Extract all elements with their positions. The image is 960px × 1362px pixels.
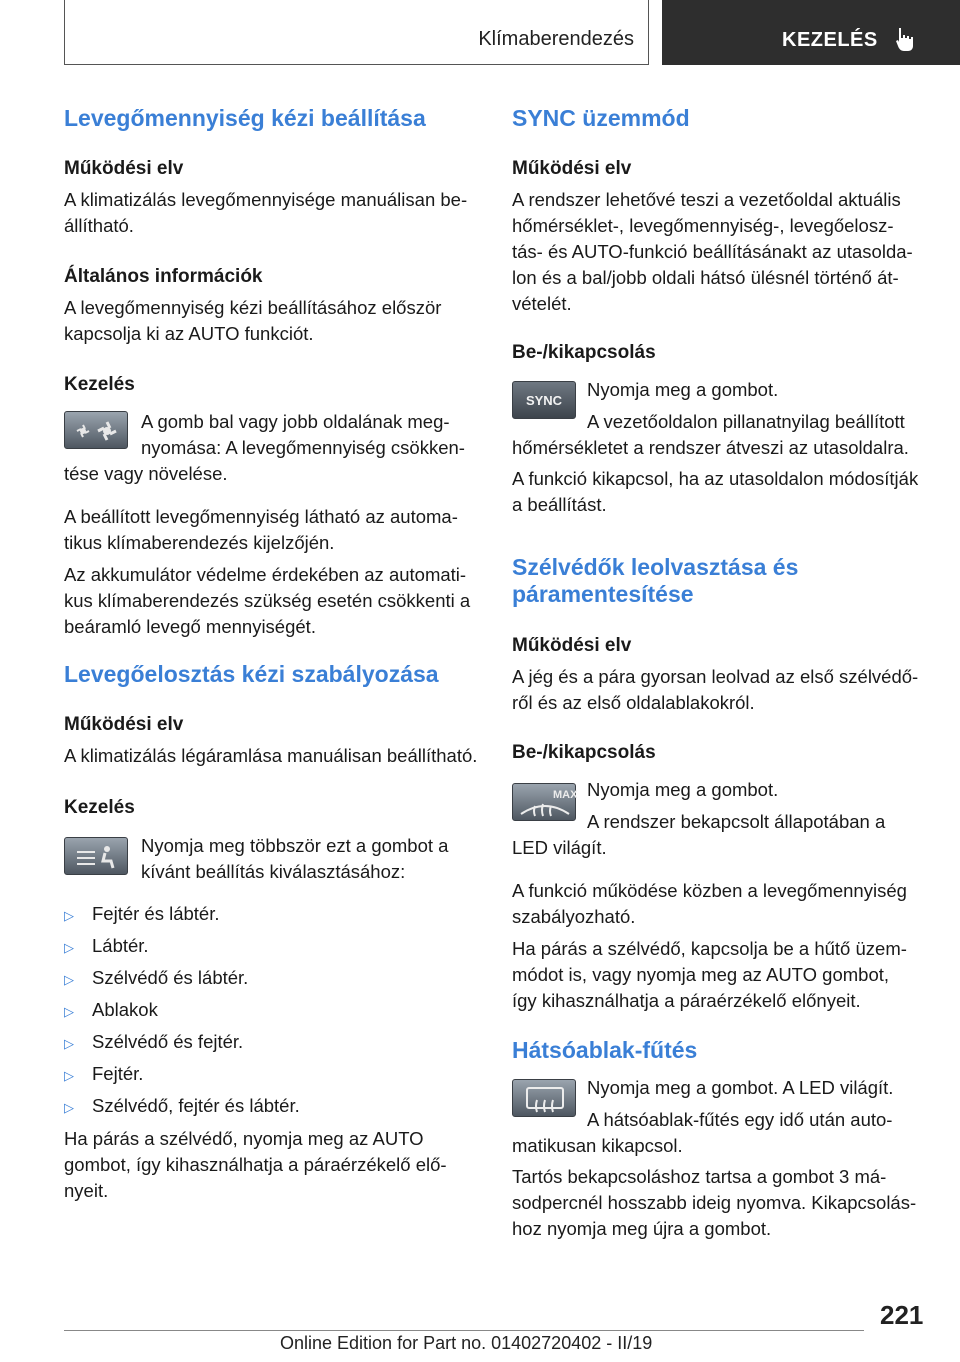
- list-item: ▷ Lábtér.: [64, 933, 149, 961]
- text-line: A levegőmennyiség kézi beállításához először: [64, 297, 442, 318]
- list-item: ▷ Fejtér és lábtér.: [64, 901, 220, 929]
- fan-button-image: [64, 411, 128, 449]
- triangle-bullet-icon: ▷: [64, 1100, 74, 1115]
- air-distribution-icon: [65, 838, 129, 876]
- heading-principle: Működési elv: [64, 158, 184, 179]
- text-line: Az akkumulátor védelme érdekében az automati-: [64, 564, 467, 585]
- text-line: beáramló levegő mennyiségét.: [64, 616, 316, 637]
- section-title-defrost: Szélvédők leolvasztása és: [512, 554, 799, 580]
- section-title-air-volume: Levegőmennyiség kézi beállítása: [64, 105, 426, 131]
- rear-defrost-button-image: [512, 1079, 576, 1117]
- triangle-bullet-icon: ▷: [64, 908, 74, 923]
- pointing-hand-icon: [892, 24, 922, 54]
- triangle-bullet-icon: ▷: [64, 1068, 74, 1083]
- rear-window-defrost-icon: [513, 1080, 577, 1118]
- sync-button-image: [512, 381, 576, 419]
- max-defrost-button-image: [512, 783, 576, 821]
- list-item: ▷ Szélvédő, fejtér és lábtér.: [64, 1093, 300, 1121]
- header-chapter-label: KEZELÉS: [782, 29, 878, 51]
- text-line: nyomása: A levegőmennyiség csökken-: [141, 437, 465, 458]
- air-distribution-button-image: [64, 837, 128, 875]
- header-section-box: [64, 0, 649, 65]
- text-line: kapcsolja ki az AUTO funkciót.: [64, 323, 314, 344]
- text-line: módot is, vagy nyomja meg az AUTO gombot,: [512, 964, 890, 985]
- text-line: szabályozható.: [512, 906, 636, 927]
- heading-principle: Működési elv: [512, 635, 632, 656]
- text-line: a beállítást.: [512, 494, 607, 515]
- heading-principle: Működési elv: [64, 714, 184, 735]
- text-line: kus klímaberendezés szükség esetén csökkenti a: [64, 590, 471, 611]
- list-item: ▷ Ablakok: [64, 997, 158, 1025]
- list-item: ▷ Szélvédő és fejtér.: [64, 1029, 243, 1057]
- section-title-defrost-cont: páramentesítése: [512, 581, 694, 607]
- windshield-defrost-icon: [513, 784, 577, 822]
- text-line: A beállított levegőmennyiség látható az automa-: [64, 506, 458, 527]
- heading-principle: Működési elv: [512, 158, 632, 179]
- heading-operation: Kezelés: [64, 374, 135, 395]
- text-line: A funkció kikapcsol, ha az utasoldalon módosítják: [512, 468, 919, 489]
- section-title-rear-window-heating: Hátsóablak-fűtés: [512, 1037, 698, 1063]
- text-line: LED világít.: [512, 837, 607, 858]
- list-item: ▷ Szélvédő és lábtér.: [64, 965, 248, 993]
- text-line: kívánt beállítás kiválasztásához:: [141, 861, 406, 882]
- text-line: tikus klímaberendezés kijelzőjén.: [64, 532, 335, 553]
- list-item: ▷ Fejtér.: [64, 1061, 143, 1089]
- text-line: hőmérsékletet a rendszer átveszi az utasoldalra.: [512, 437, 909, 458]
- text-line: nyeit.: [64, 1180, 109, 1201]
- text-line: Nyomja meg a gombot.: [587, 779, 779, 800]
- fan-icon: [65, 412, 129, 450]
- text-line: A rendszer bekapcsolt állapotában a: [587, 811, 886, 832]
- text-line: vételét.: [512, 293, 572, 314]
- text-line: állítható.: [64, 215, 134, 236]
- page-number: 221: [880, 1300, 924, 1330]
- heading-on-off: Be-/kikapcsolás: [512, 342, 656, 363]
- text-line: Nyomja meg többször ezt a gombot a: [141, 835, 449, 856]
- triangle-bullet-icon: ▷: [64, 1004, 74, 1019]
- text-line: A gomb bal vagy jobb oldalának meg-: [141, 411, 450, 432]
- heading-general-info: Általános információk: [64, 266, 263, 287]
- heading-operation: Kezelés: [64, 797, 135, 818]
- text-line: Ha párás a szélvédő, kapcsolja be a hűtő üzem-: [512, 938, 907, 959]
- text-line: hoz nyomja meg újra a gombot.: [512, 1218, 772, 1239]
- heading-on-off: Be-/kikapcsolás: [512, 742, 656, 763]
- text-line: így kihasználhatja a páraérzékelő előnyeit.: [512, 990, 861, 1011]
- text-line: sodpercnél hosszabb ideig nyomva. Kikapcsolás-: [512, 1192, 917, 1213]
- svg-text:MAX: MAX: [553, 789, 577, 801]
- header-section-title: Klímaberendezés: [478, 28, 634, 50]
- text-line: Nyomja meg a gombot.: [587, 379, 779, 400]
- footer-divider: [64, 1330, 864, 1331]
- section-title-air-distribution: Levegőelosztás kézi szabályozása: [64, 661, 439, 687]
- triangle-bullet-icon: ▷: [64, 940, 74, 955]
- text-line: A hátsóablak-fűtés egy idő után auto-: [587, 1109, 893, 1130]
- text-line: A klimatizálás levegőmennyisége manuálisan be-: [64, 189, 468, 210]
- text-line: A vezetőoldalon pillanatnyilag beállított: [587, 411, 905, 432]
- text-line: A funkció működése közben a levegőmennyiség: [512, 880, 907, 901]
- text-line: A rendszer lehetővé teszi a vezetőoldal aktuális: [512, 189, 901, 210]
- text-line: ről és az első oldalablakokról.: [512, 692, 755, 713]
- triangle-bullet-icon: ▷: [64, 1036, 74, 1051]
- text-line: tése vagy növelése.: [64, 463, 228, 484]
- text-line: tás- és AUTO-funkció beállításánakt az utasolda-: [512, 241, 913, 262]
- text-line: hőmérséklet-, levegőmennyiség-, levegőelosz-: [512, 215, 894, 236]
- text-line: Tartós bekapcsoláshoz tartsa a gombot 3 má-: [512, 1166, 887, 1187]
- header-chapter-box: [662, 0, 960, 65]
- text-line: gombot, így kihasználhatja a páraérzékelő elő-: [64, 1154, 447, 1175]
- text-line: matikusan kikapcsol.: [512, 1135, 683, 1156]
- section-title-sync: SYNC üzemmód: [512, 105, 690, 131]
- text-line: Nyomja meg a gombot. A LED világít.: [587, 1077, 894, 1098]
- text-line: Ha párás a szélvédő, nyomja meg az AUTO: [64, 1128, 424, 1149]
- sync-button-label: SYNC: [525, 393, 563, 408]
- text-line: lon és a bal/jobb oldali hátsó ülésnél történő át-: [512, 267, 899, 288]
- triangle-bullet-icon: ▷: [64, 972, 74, 987]
- footer-edition: Online Edition for Part no. 01402720402 - II/19: [280, 1333, 653, 1353]
- text-line: A klimatizálás légáramlása manuálisan beállítható.: [64, 745, 478, 766]
- text-line: A jég és a pára gyorsan leolvad az első szélvédő-: [512, 666, 919, 687]
